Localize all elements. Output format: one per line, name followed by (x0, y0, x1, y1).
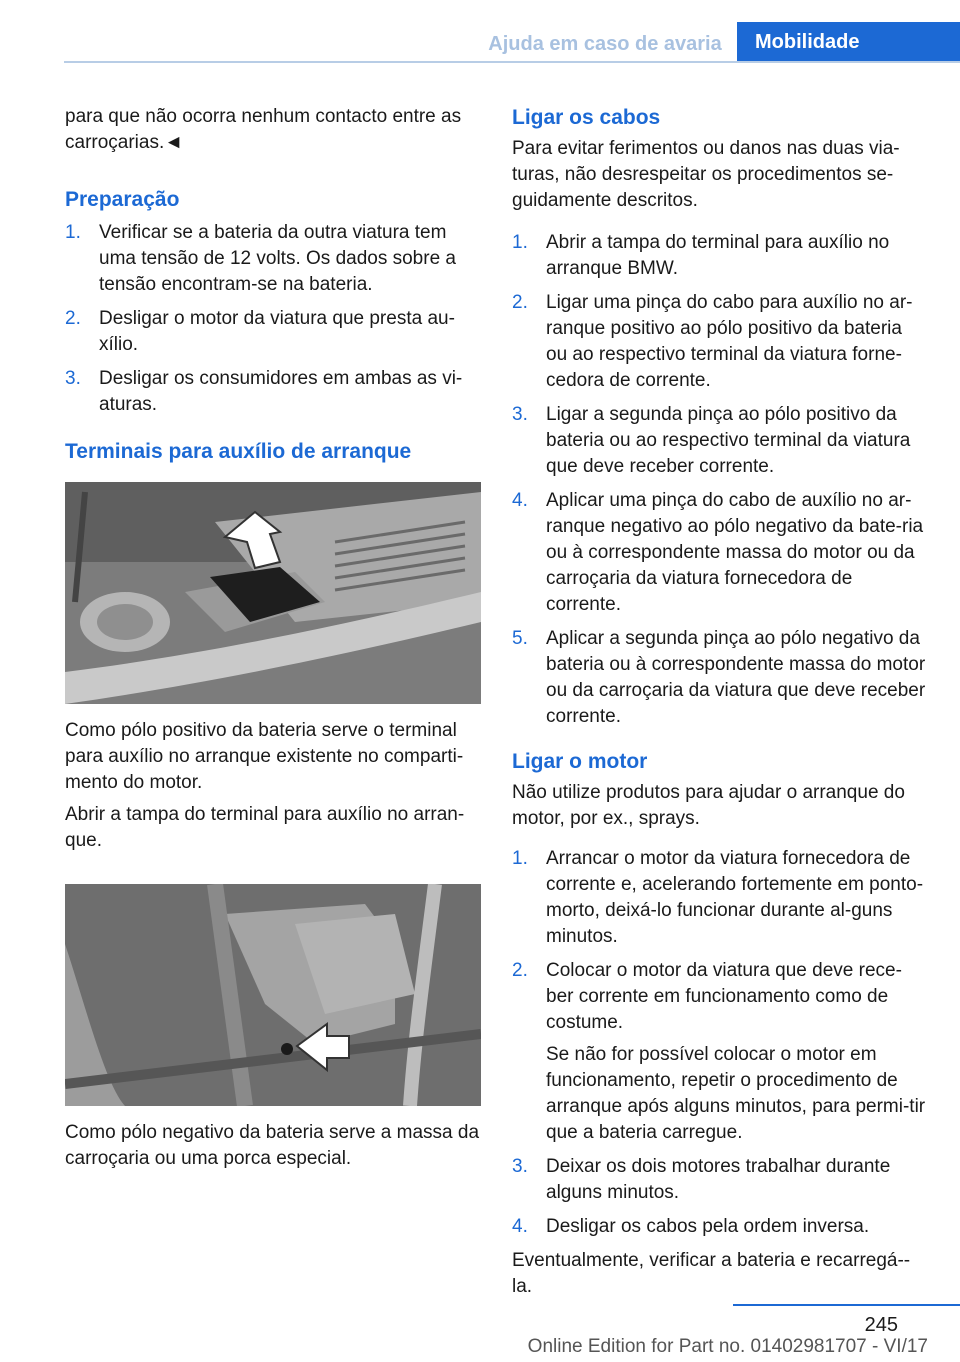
right-column (512, 104, 928, 1300)
list-item: 4. Desligar os cabos pela ordem inversa. (512, 1216, 870, 1237)
list-item: 1. Arrancar o motor da viatura fornecedora de corrente e, acelerando fortemente em ponto-morto, deixá-lo funcionar durante al-guns minutos. (512, 848, 924, 947)
footer-rule (733, 1304, 960, 1306)
connect-cables-intro: Para evitar ferimentos ou danos nas duas via-turas, não desrespeitar os procedimentos se-guidamente descritos. (512, 138, 900, 211)
preparation-list (65, 220, 481, 418)
list-item: 2. Colocar o motor da viatura que deve rece-ber corrente em funcionamento como de costume. Se não for possível colocar o motor em funcionamento, repetir o procedimento de arranque após alguns minutos, para permi-tir que a bateria carregue. (512, 958, 928, 1146)
start-motor-outro: Eventualmente, verificar a bateria e recarregá--la. (512, 1250, 911, 1297)
list-item: 3. Ligar a segunda pinça ao pólo positivo da bateria ou ao respectivo terminal da viatura que deve receber corrente. (512, 404, 911, 477)
list-item: 1. Verificar se a bateria da outra viatura tem uma tensão de 12 volts. Os dados sobre a tensão encontram-se na bateria. (65, 222, 456, 295)
list-item: 4. Aplicar uma pinça do cabo de auxílio no ar-ranque negativo ao pólo negativo da bate-ria ou à correspondente massa do motor ou da carroçaria da viatura fornecedora de corrente. (512, 490, 924, 615)
connect-cables-heading: Ligar os cabos (512, 106, 661, 129)
header-section-tab: Ajuda em caso de avaria (488, 33, 722, 55)
positive-terminal-caption: Como pólo positivo da bateria serve o terminal para auxílio no arranque existente no comparti-mento do motor. (65, 720, 464, 793)
page-number: 245 (864, 1314, 898, 1336)
left-column (65, 104, 481, 1172)
start-motor-heading: Ligar o motor (512, 750, 648, 773)
list-item: 3. Deixar os dois motores trabalhar durante alguns minutos. (512, 1156, 891, 1203)
start-motor-intro: Não utilize produtos para ajudar o arranque do motor, por ex., sprays. (512, 782, 905, 829)
start-motor-list (512, 846, 928, 1240)
connect-cables-list (512, 230, 928, 730)
preparation-heading: Preparação (65, 188, 180, 211)
list-item: 2. Ligar uma pinça do cabo para auxílio no ar-ranque positivo ao pólo positivo da bateria ou ao respectivo terminal da viatura forne-cedora de corrente. (512, 292, 913, 391)
step-note: Se não for possível colocar o motor em funcionamento, repetir o procedimento de arranque após alguns minutos, para permi-tir que a bateria carregue. (546, 1044, 926, 1143)
open-cover-instruction: Abrir a tampa do terminal para auxílio no arran-que. (65, 804, 465, 851)
list-item: 3. Desligar os consumidores em ambas as vi-aturas. (65, 368, 463, 415)
positive-terminal-photo (65, 482, 481, 704)
intro-text: para que não ocorra nenhum contacto entre as carroçarias.◄ (65, 106, 462, 153)
header-chapter-tab: Mobilidade (737, 22, 960, 62)
negative-terminal-photo (65, 884, 481, 1106)
negative-terminal-caption: Como pólo negativo da bateria serve a massa da carroçaria ou uma porca especial. (65, 1122, 480, 1169)
list-item: 2. Desligar o motor da viatura que presta au-xílio. (65, 308, 455, 355)
header-rule (64, 61, 960, 63)
edition-note: Online Edition for Part no. 01402981707 - VI/17 (527, 1336, 928, 1357)
list-item: 5. Aplicar a segunda pinça ao pólo negativo da bateria ou à correspondente massa do motor ou da carroçaria da viatura que deve receber corrente. (512, 628, 926, 727)
list-item: 1. Abrir a tampa do terminal para auxílio no arranque BMW. (512, 232, 890, 279)
terminals-heading: Terminais para auxílio de arranque (65, 440, 412, 463)
